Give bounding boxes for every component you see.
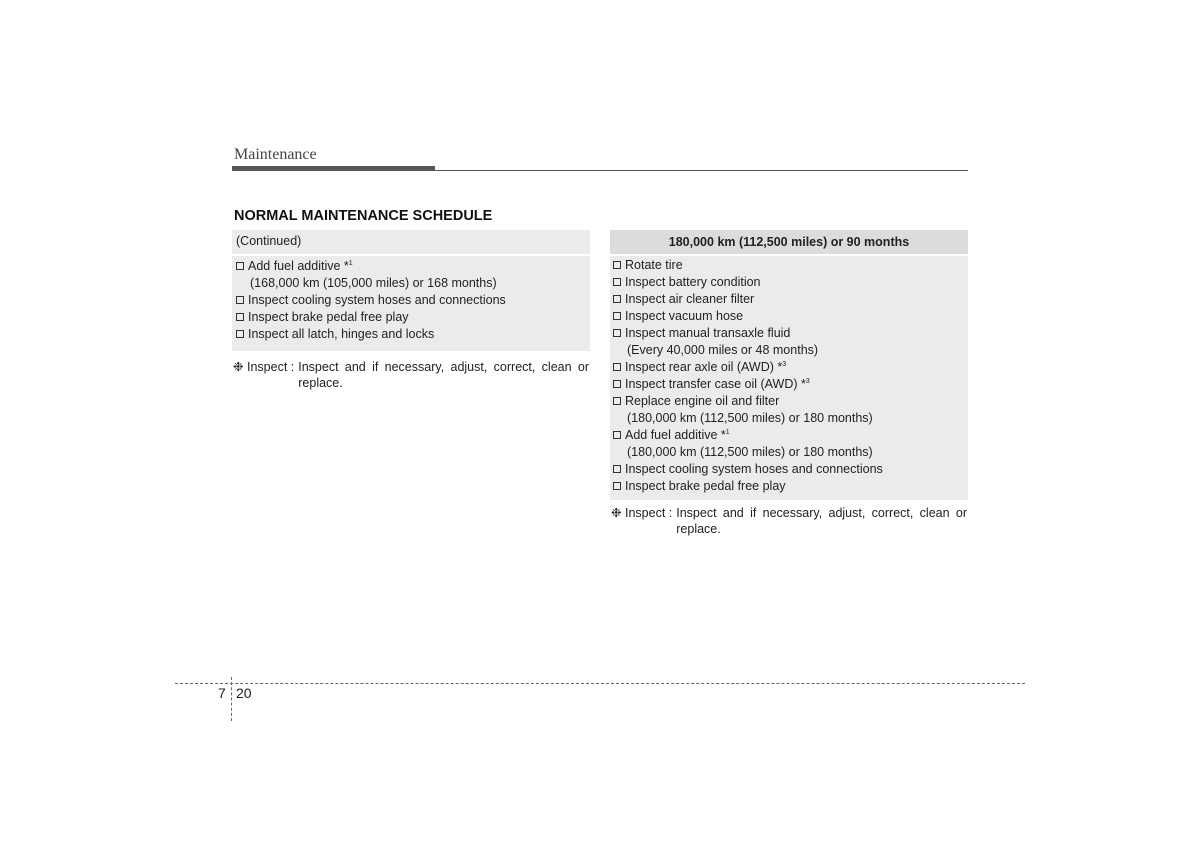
list-item <box>613 359 883 376</box>
asterism-icon: ❉ <box>611 506 622 520</box>
section-title: NORMAL MAINTENANCE SCHEDULE <box>234 208 493 224</box>
list-item <box>613 410 883 427</box>
item-text: (180,000 km (112,500 miles) or 180 months) <box>627 411 873 425</box>
list-item <box>613 427 883 444</box>
checkbox-icon <box>236 262 244 270</box>
checkbox-icon <box>613 380 621 388</box>
list-item <box>613 461 883 478</box>
note-label: ❉ Inspect : <box>611 506 673 520</box>
item-text: Inspect rear axle oil (AWD) * <box>625 360 783 374</box>
checkbox-icon <box>613 482 621 490</box>
footnote-ref: 1 <box>725 429 730 436</box>
left-item-list <box>236 258 506 343</box>
item-text: Inspect air cleaner filter <box>625 292 755 306</box>
note-label: ❉ Inspect : <box>233 360 295 374</box>
checkbox-icon <box>613 329 621 337</box>
item-text: Inspect transfer case oil (AWD) * <box>625 377 806 391</box>
list-item <box>613 393 883 410</box>
item-text: Inspect battery condition <box>625 275 761 289</box>
note-text: Inspect and if necessary, adjust, correct, clean or replace. <box>298 360 589 390</box>
right-box-heading: 180,000 km (112,500 miles) or 90 months <box>610 230 968 254</box>
left-schedule-box <box>232 230 590 351</box>
right-item-list <box>613 257 883 495</box>
item-text: Add fuel additive * <box>248 259 349 273</box>
item-text: Rotate tire <box>625 258 683 272</box>
asterism-icon: ❉ <box>233 360 244 374</box>
list-item <box>613 478 883 495</box>
checkbox-icon <box>613 363 621 371</box>
item-text: (Every 40,000 miles or 48 months) <box>627 343 819 357</box>
list-item <box>613 274 883 291</box>
item-text: Inspect all latch, hinges and locks <box>248 327 435 341</box>
checkbox-icon <box>236 296 244 304</box>
checkbox-icon <box>613 278 621 286</box>
list-item <box>613 342 883 359</box>
chapter-number: 7 <box>218 685 226 701</box>
checkbox-icon <box>613 397 621 405</box>
footnote-ref: 3 <box>782 361 787 368</box>
list-item <box>236 275 506 292</box>
item-text: Add fuel additive * <box>625 428 726 442</box>
item-text: Inspect cooling system hoses and connections <box>248 293 506 307</box>
footer-vertical-rule <box>231 677 232 721</box>
checkbox-icon <box>613 465 621 473</box>
footnote-ref: 1 <box>348 260 353 267</box>
item-text: Inspect cooling system hoses and connections <box>625 462 883 476</box>
list-item <box>613 308 883 325</box>
item-text: Replace engine oil and filter <box>625 394 780 408</box>
item-text: Inspect brake pedal free play <box>625 479 786 493</box>
item-text: (180,000 km (112,500 miles) or 180 months) <box>627 445 873 459</box>
checkbox-icon <box>236 313 244 321</box>
list-item <box>236 326 506 343</box>
list-item <box>613 291 883 308</box>
item-text: Inspect brake pedal free play <box>248 310 409 324</box>
inspect-note-left <box>233 359 589 391</box>
item-text: Inspect manual transaxle fluid <box>625 326 791 340</box>
list-item <box>236 258 506 275</box>
box-divider <box>232 254 590 256</box>
page-number: 20 <box>236 685 252 701</box>
checkbox-icon <box>613 312 621 320</box>
header-title: Maintenance <box>234 146 317 163</box>
list-item <box>613 376 883 393</box>
note-text: Inspect and if necessary, adjust, correct, clean or replace. <box>676 506 967 536</box>
footnote-ref: 3 <box>805 378 810 385</box>
header-rule-thin <box>232 170 968 171</box>
checkbox-icon <box>236 330 244 338</box>
list-item <box>236 309 506 326</box>
checkbox-icon <box>613 261 621 269</box>
list-item <box>613 444 883 461</box>
list-item <box>613 325 883 342</box>
right-schedule-box <box>610 256 968 500</box>
list-item <box>236 292 506 309</box>
checkbox-icon <box>613 295 621 303</box>
inspect-note-right <box>611 505 967 537</box>
footer-dashed-rule <box>175 683 1025 684</box>
continued-label: (Continued) <box>236 234 302 248</box>
list-item <box>613 257 883 274</box>
item-text: (168,000 km (105,000 miles) or 168 months) <box>250 276 497 290</box>
item-text: Inspect vacuum hose <box>625 309 744 323</box>
checkbox-icon <box>613 431 621 439</box>
